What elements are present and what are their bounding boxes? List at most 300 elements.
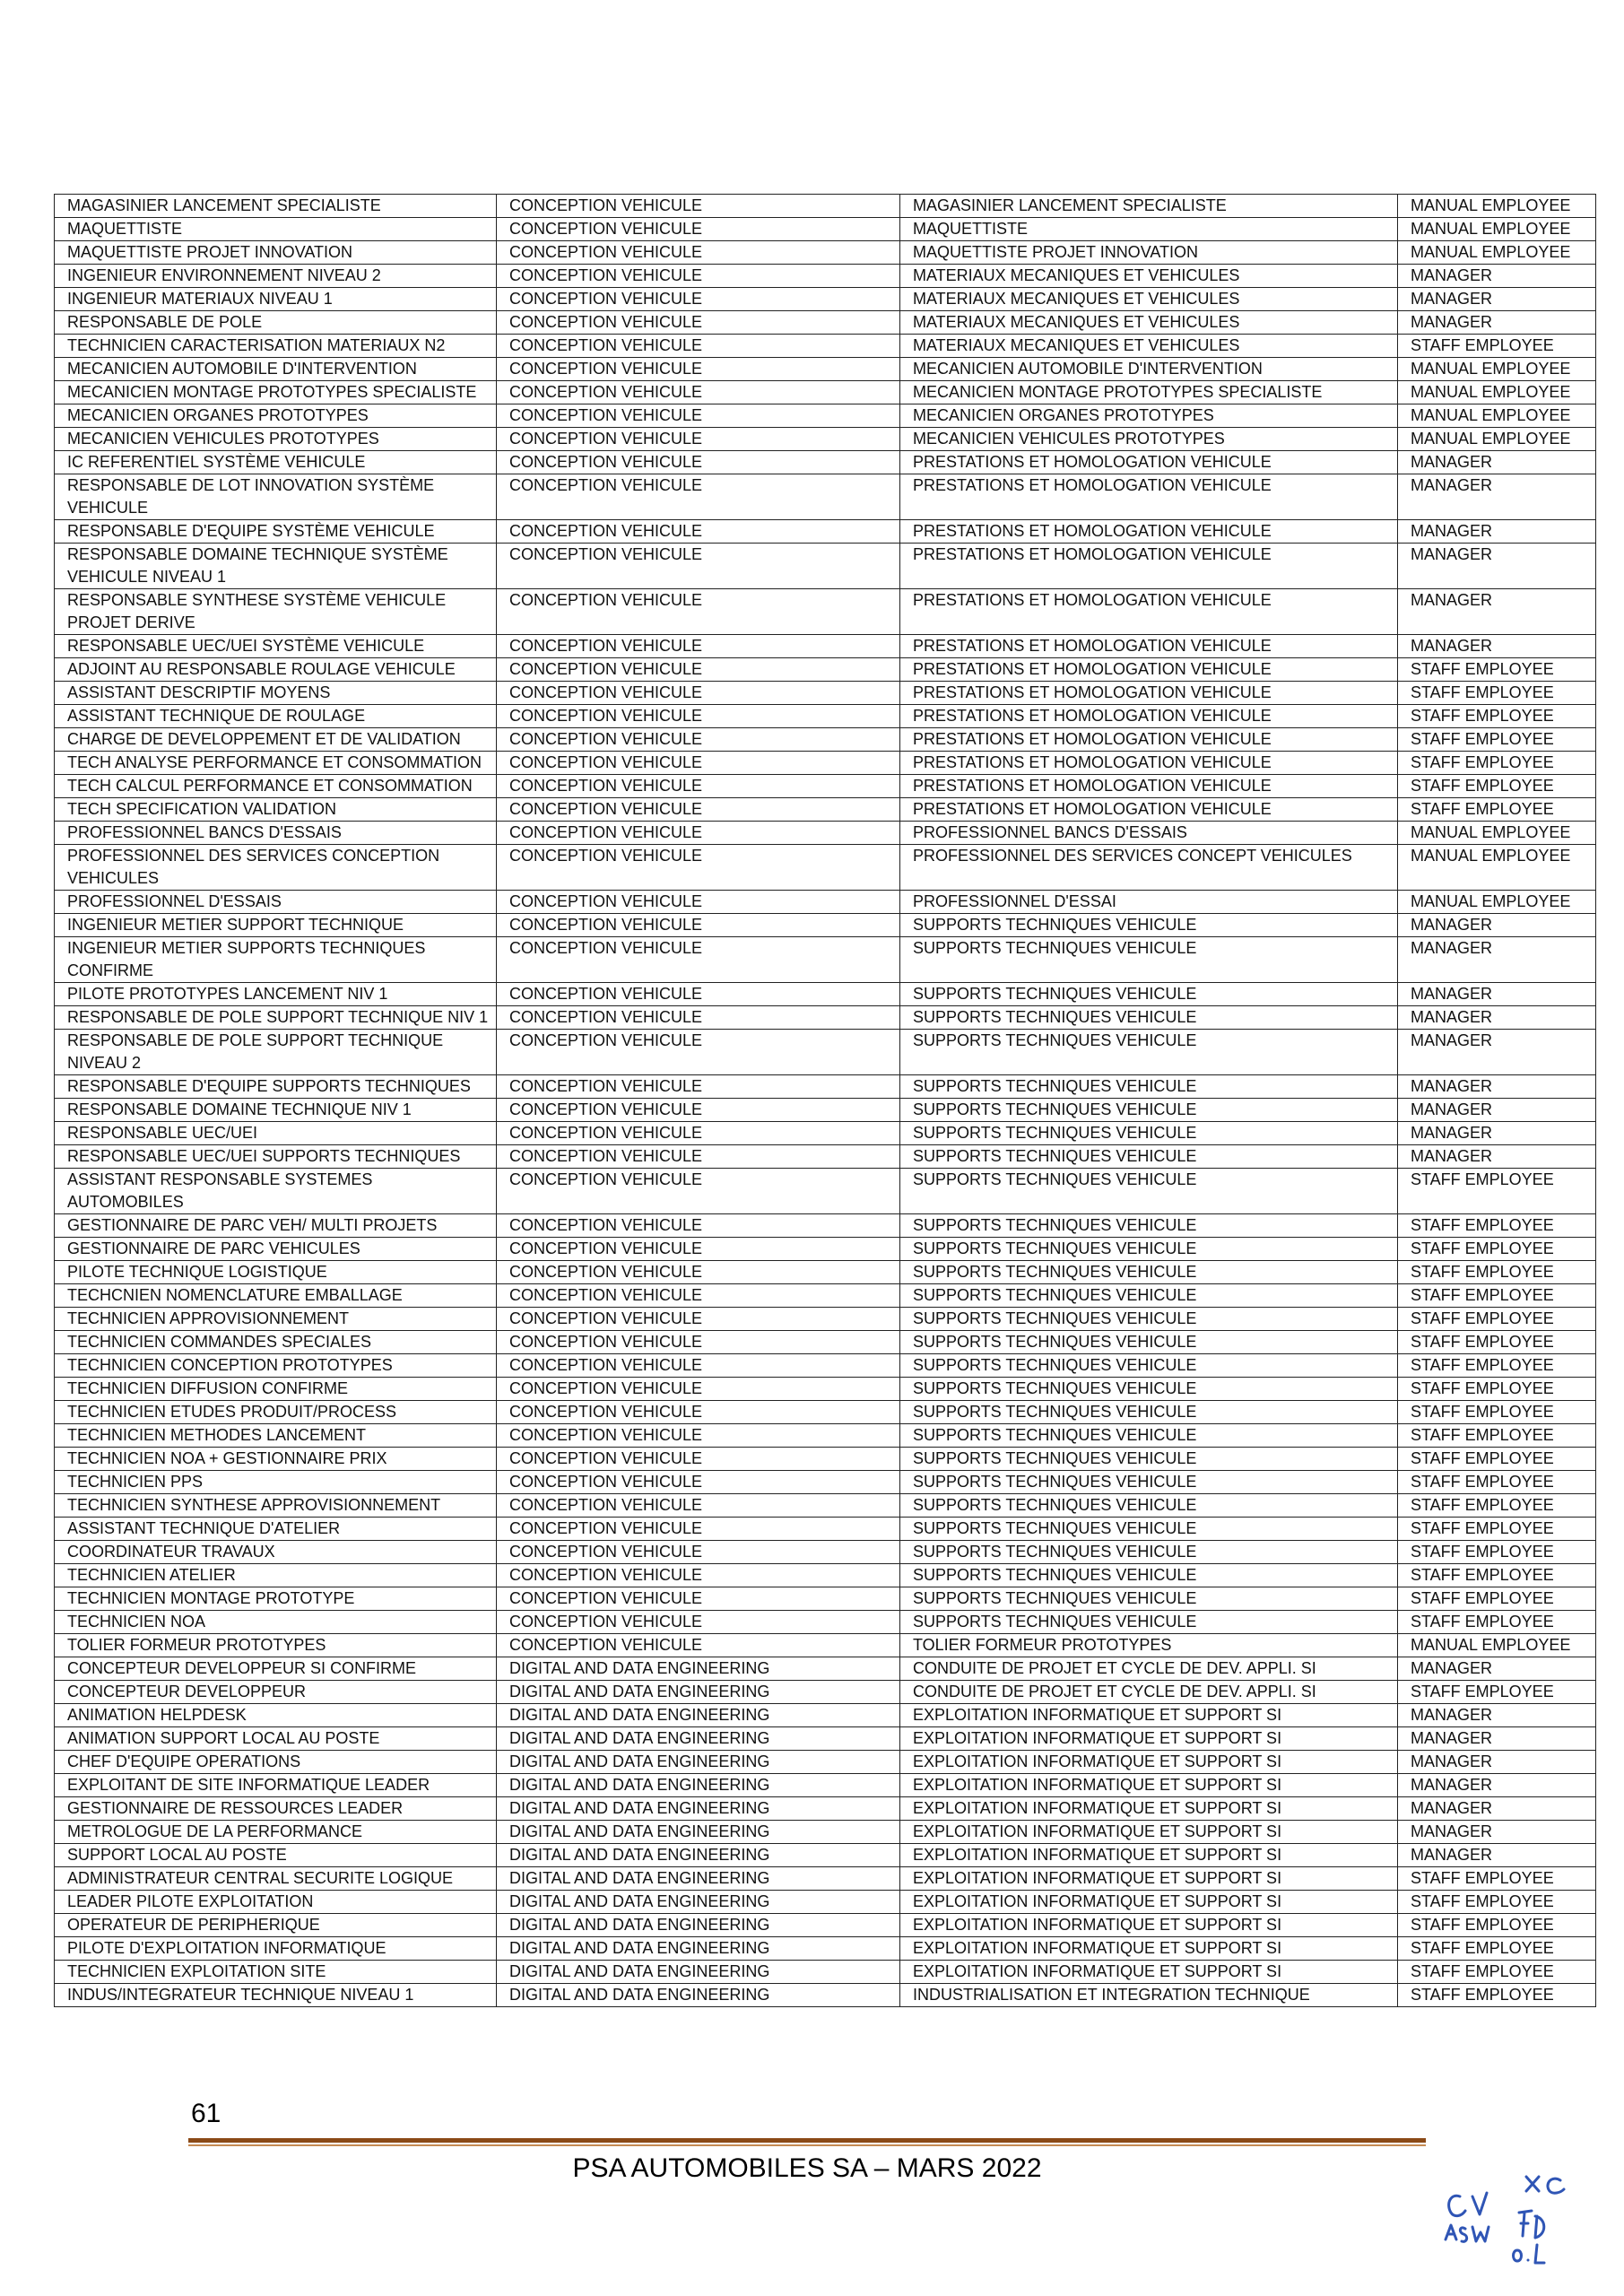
- job-family-cell: CONCEPTION VEHICULE: [497, 1075, 900, 1099]
- category-cell: MANAGER: [1398, 1797, 1596, 1821]
- job-title-cell: PILOTE TECHNIQUE LOGISTIQUE: [55, 1261, 497, 1284]
- category-cell: MANAGER: [1398, 311, 1596, 335]
- table-row: [55, 428, 1596, 451]
- job-family-cell: CONCEPTION VEHICULE: [497, 1122, 900, 1145]
- category-cell: MANAGER: [1398, 544, 1596, 589]
- category-cell: STAFF EMPLOYEE: [1398, 1494, 1596, 1518]
- job-title-cell: TECHNICIEN ETUDES PRODUIT/PROCESS: [55, 1401, 497, 1424]
- table-row: [55, 1075, 1596, 1099]
- job-family-cell: CONCEPTION VEHICULE: [497, 265, 900, 288]
- category-cell: STAFF EMPLOYEE: [1398, 658, 1596, 682]
- category-cell: MANAGER: [1398, 589, 1596, 635]
- sub-family-cell: SUPPORTS TECHNIQUES VEHICULE: [900, 1308, 1398, 1331]
- job-family-cell: CONCEPTION VEHICULE: [497, 1587, 900, 1611]
- job-title-cell: RESPONSABLE UEC/UEI SUPPORTS TECHNIQUES: [55, 1145, 497, 1169]
- sub-family-cell: MAGASINIER LANCEMENT SPECIALISTE: [900, 195, 1398, 218]
- table-row: [55, 520, 1596, 544]
- category-cell: STAFF EMPLOYEE: [1398, 1424, 1596, 1448]
- sub-family-cell: PRESTATIONS ET HOMOLOGATION VEHICULE: [900, 520, 1398, 544]
- table-row: [55, 1727, 1596, 1751]
- job-family-cell: DIGITAL AND DATA ENGINEERING: [497, 1961, 900, 1984]
- initials-cv-v: [1472, 2193, 1487, 2214]
- category-cell: MANAGER: [1398, 1844, 1596, 1867]
- category-cell: STAFF EMPLOYEE: [1398, 1587, 1596, 1611]
- table-row: [55, 705, 1596, 728]
- category-cell: STAFF EMPLOYEE: [1398, 1518, 1596, 1541]
- sub-family-cell: SUPPORTS TECHNIQUES VEHICULE: [900, 1331, 1398, 1354]
- sub-family-cell: EXPLOITATION INFORMATIQUE ET SUPPORT SI: [900, 1704, 1398, 1727]
- table-row: [55, 1145, 1596, 1169]
- sub-family-cell: PRESTATIONS ET HOMOLOGATION VEHICULE: [900, 474, 1398, 520]
- sub-family-cell: SUPPORTS TECHNIQUES VEHICULE: [900, 983, 1398, 1006]
- table-row: [55, 1518, 1596, 1541]
- table-row: [55, 1891, 1596, 1914]
- category-cell: MANUAL EMPLOYEE: [1398, 241, 1596, 265]
- job-family-cell: DIGITAL AND DATA ENGINEERING: [497, 1774, 900, 1797]
- job-family-cell: CONCEPTION VEHICULE: [497, 288, 900, 311]
- job-title-cell: TECHNICIEN DIFFUSION CONFIRME: [55, 1378, 497, 1401]
- category-cell: STAFF EMPLOYEE: [1398, 1238, 1596, 1261]
- category-cell: STAFF EMPLOYEE: [1398, 752, 1596, 775]
- sub-family-cell: SUPPORTS TECHNIQUES VEHICULE: [900, 1448, 1398, 1471]
- job-family-cell: CONCEPTION VEHICULE: [497, 1518, 900, 1541]
- table-row: [55, 1424, 1596, 1448]
- table-row: [55, 311, 1596, 335]
- category-cell: MANAGER: [1398, 1075, 1596, 1099]
- job-title-cell: INGENIEUR METIER SUPPORT TECHNIQUE: [55, 914, 497, 937]
- job-title-cell: ANIMATION HELPDESK: [55, 1704, 497, 1727]
- job-family-cell: CONCEPTION VEHICULE: [497, 1634, 900, 1657]
- job-title-cell: RESPONSABLE UEC/UEI: [55, 1122, 497, 1145]
- job-family-cell: CONCEPTION VEHICULE: [497, 752, 900, 775]
- table-row: [55, 1122, 1596, 1145]
- category-cell: STAFF EMPLOYEE: [1398, 728, 1596, 752]
- job-family-cell: CONCEPTION VEHICULE: [497, 1030, 900, 1075]
- category-cell: STAFF EMPLOYEE: [1398, 682, 1596, 705]
- table-row: [55, 381, 1596, 404]
- table-row: [55, 1030, 1596, 1075]
- table-row: [55, 752, 1596, 775]
- sub-family-cell: MATERIAUX MECANIQUES ET VEHICULES: [900, 311, 1398, 335]
- sub-family-cell: EXPLOITATION INFORMATIQUE ET SUPPORT SI: [900, 1961, 1398, 1984]
- category-cell: MANAGER: [1398, 635, 1596, 658]
- job-family-cell: CONCEPTION VEHICULE: [497, 891, 900, 914]
- job-title-cell: ADMINISTRATEUR CENTRAL SECURITE LOGIQUE: [55, 1867, 497, 1891]
- job-title-cell: RESPONSABLE DE POLE SUPPORT TECHNIQUE NIV 1: [55, 1006, 497, 1030]
- sub-family-cell: SUPPORTS TECHNIQUES VEHICULE: [900, 1587, 1398, 1611]
- category-cell: MANAGER: [1398, 1751, 1596, 1774]
- table-row: [55, 1797, 1596, 1821]
- table-row: [55, 265, 1596, 288]
- sub-family-cell: MECANICIEN VEHICULES PROTOTYPES: [900, 428, 1398, 451]
- initials-fd: [1519, 2211, 1544, 2238]
- job-family-cell: CONCEPTION VEHICULE: [497, 474, 900, 520]
- job-family-cell: CONCEPTION VEHICULE: [497, 1261, 900, 1284]
- job-family-cell: CONCEPTION VEHICULE: [497, 451, 900, 474]
- job-title-cell: PROFESSIONNEL BANCS D'ESSAIS: [55, 822, 497, 845]
- table-row: [55, 1681, 1596, 1704]
- job-family-cell: CONCEPTION VEHICULE: [497, 404, 900, 428]
- job-family-cell: CONCEPTION VEHICULE: [497, 1331, 900, 1354]
- job-family-cell: CONCEPTION VEHICULE: [497, 241, 900, 265]
- category-cell: MANAGER: [1398, 1821, 1596, 1844]
- job-title-cell: TECHNICIEN ATELIER: [55, 1564, 497, 1587]
- sub-family-cell: PRESTATIONS ET HOMOLOGATION VEHICULE: [900, 682, 1398, 705]
- sub-family-cell: EXPLOITATION INFORMATIQUE ET SUPPORT SI: [900, 1867, 1398, 1891]
- job-family-cell: CONCEPTION VEHICULE: [497, 1378, 900, 1401]
- job-family-cell: CONCEPTION VEHICULE: [497, 1611, 900, 1634]
- category-cell: MANAGER: [1398, 265, 1596, 288]
- job-title-cell: MECANICIEN AUTOMOBILE D'INTERVENTION: [55, 358, 497, 381]
- table-row: [55, 1914, 1596, 1937]
- table-row: [55, 218, 1596, 241]
- table-row: [55, 1961, 1596, 1984]
- table-row: [55, 914, 1596, 937]
- job-family-cell: DIGITAL AND DATA ENGINEERING: [497, 1657, 900, 1681]
- job-title-cell: TOLIER FORMEUR PROTOTYPES: [55, 1634, 497, 1657]
- category-cell: MANAGER: [1398, 451, 1596, 474]
- job-title-cell: ADJOINT AU RESPONSABLE ROULAGE VEHICULE: [55, 658, 497, 682]
- initials-asw: [1446, 2225, 1489, 2241]
- job-title-cell: TECHNICIEN COMMANDES SPECIALES: [55, 1331, 497, 1354]
- sub-family-cell: EXPLOITATION INFORMATIQUE ET SUPPORT SI: [900, 1774, 1398, 1797]
- job-title-cell: CONCEPTEUR DEVELOPPEUR SI CONFIRME: [55, 1657, 497, 1681]
- category-cell: MANUAL EMPLOYEE: [1398, 845, 1596, 891]
- job-family-cell: DIGITAL AND DATA ENGINEERING: [497, 1867, 900, 1891]
- job-family-cell: DIGITAL AND DATA ENGINEERING: [497, 1914, 900, 1937]
- sub-family-cell: SUPPORTS TECHNIQUES VEHICULE: [900, 1611, 1398, 1634]
- category-cell: MANUAL EMPLOYEE: [1398, 1634, 1596, 1657]
- job-title-cell: TECHNICIEN SYNTHESE APPROVISIONNEMENT: [55, 1494, 497, 1518]
- job-family-cell: CONCEPTION VEHICULE: [497, 335, 900, 358]
- job-family-cell: CONCEPTION VEHICULE: [497, 1308, 900, 1331]
- job-family-cell: CONCEPTION VEHICULE: [497, 1494, 900, 1518]
- job-title-cell: CONCEPTEUR DEVELOPPEUR: [55, 1681, 497, 1704]
- sub-family-cell: EXPLOITATION INFORMATIQUE ET SUPPORT SI: [900, 1844, 1398, 1867]
- table-row: [55, 1751, 1596, 1774]
- job-family-cell: CONCEPTION VEHICULE: [497, 1401, 900, 1424]
- job-title-cell: CHARGE DE DEVELOPPEMENT ET DE VALIDATION: [55, 728, 497, 752]
- category-cell: STAFF EMPLOYEE: [1398, 1378, 1596, 1401]
- table-row: [55, 635, 1596, 658]
- table-row: [55, 937, 1596, 983]
- category-cell: STAFF EMPLOYEE: [1398, 1914, 1596, 1937]
- job-family-cell: CONCEPTION VEHICULE: [497, 1238, 900, 1261]
- job-title-cell: TECH CALCUL PERFORMANCE ET CONSOMMATION: [55, 775, 497, 798]
- table-row: [55, 798, 1596, 822]
- category-cell: STAFF EMPLOYEE: [1398, 1169, 1596, 1214]
- sub-family-cell: PRESTATIONS ET HOMOLOGATION VEHICULE: [900, 451, 1398, 474]
- table-row: [55, 682, 1596, 705]
- job-family-cell: CONCEPTION VEHICULE: [497, 381, 900, 404]
- job-family-cell: CONCEPTION VEHICULE: [497, 195, 900, 218]
- job-title-cell: TECHCNIEN NOMENCLATURE EMBALLAGE: [55, 1284, 497, 1308]
- category-cell: STAFF EMPLOYEE: [1398, 1891, 1596, 1914]
- table-row: [55, 288, 1596, 311]
- sub-family-cell: EXPLOITATION INFORMATIQUE ET SUPPORT SI: [900, 1821, 1398, 1844]
- table-row: [55, 1331, 1596, 1354]
- table-row: [55, 1448, 1596, 1471]
- category-cell: MANAGER: [1398, 937, 1596, 983]
- category-cell: MANAGER: [1398, 1122, 1596, 1145]
- table-row: [55, 1214, 1596, 1238]
- job-title-cell: INGENIEUR MATERIAUX NIVEAU 1: [55, 288, 497, 311]
- category-cell: MANUAL EMPLOYEE: [1398, 358, 1596, 381]
- table-row: [55, 474, 1596, 520]
- job-title-cell: TECHNICIEN EXPLOITATION SITE: [55, 1961, 497, 1984]
- table-row: [55, 1284, 1596, 1308]
- table-row: [55, 1494, 1596, 1518]
- job-title-cell: INGENIEUR METIER SUPPORTS TECHNIQUES CONFIRME: [55, 937, 497, 983]
- sub-family-cell: PRESTATIONS ET HOMOLOGATION VEHICULE: [900, 775, 1398, 798]
- job-family-cell: CONCEPTION VEHICULE: [497, 822, 900, 845]
- job-family-cell: CONCEPTION VEHICULE: [497, 1448, 900, 1471]
- job-family-cell: DIGITAL AND DATA ENGINEERING: [497, 1797, 900, 1821]
- table-row: [55, 1006, 1596, 1030]
- sub-family-cell: INDUSTRIALISATION ET INTEGRATION TECHNIQUE: [900, 1984, 1398, 2007]
- category-cell: STAFF EMPLOYEE: [1398, 1681, 1596, 1704]
- job-title-cell: ASSISTANT RESPONSABLE SYSTEMES AUTOMOBILES: [55, 1169, 497, 1214]
- table-row: [55, 1354, 1596, 1378]
- table-row: [55, 1401, 1596, 1424]
- sub-family-cell: SUPPORTS TECHNIQUES VEHICULE: [900, 1354, 1398, 1378]
- table-row: [55, 404, 1596, 428]
- job-family-cell: CONCEPTION VEHICULE: [497, 983, 900, 1006]
- job-title-cell: ANIMATION SUPPORT LOCAL AU POSTE: [55, 1727, 497, 1751]
- table-row: [55, 1634, 1596, 1657]
- job-family-cell: CONCEPTION VEHICULE: [497, 845, 900, 891]
- job-title-cell: TECHNICIEN MONTAGE PROTOTYPE: [55, 1587, 497, 1611]
- sub-family-cell: PRESTATIONS ET HOMOLOGATION VEHICULE: [900, 658, 1398, 682]
- table-row: [55, 891, 1596, 914]
- category-cell: MANAGER: [1398, 1145, 1596, 1169]
- table-row: [55, 1564, 1596, 1587]
- category-cell: STAFF EMPLOYEE: [1398, 1214, 1596, 1238]
- job-family-cell: DIGITAL AND DATA ENGINEERING: [497, 1937, 900, 1961]
- category-cell: STAFF EMPLOYEE: [1398, 798, 1596, 822]
- job-family-cell: CONCEPTION VEHICULE: [497, 1541, 900, 1564]
- sub-family-cell: SUPPORTS TECHNIQUES VEHICULE: [900, 1099, 1398, 1122]
- sub-family-cell: EXPLOITATION INFORMATIQUE ET SUPPORT SI: [900, 1751, 1398, 1774]
- job-title-cell: RESPONSABLE DE POLE SUPPORT TECHNIQUE NIVEAU 2: [55, 1030, 497, 1075]
- job-title-cell: MAQUETTISTE PROJET INNOVATION: [55, 241, 497, 265]
- job-title-cell: SUPPORT LOCAL AU POSTE: [55, 1844, 497, 1867]
- sub-family-cell: PRESTATIONS ET HOMOLOGATION VEHICULE: [900, 635, 1398, 658]
- job-family-cell: DIGITAL AND DATA ENGINEERING: [497, 1704, 900, 1727]
- category-cell: STAFF EMPLOYEE: [1398, 1937, 1596, 1961]
- job-title-cell: RESPONSABLE UEC/UEI SYSTÈME VEHICULE: [55, 635, 497, 658]
- job-title-cell: TECHNICIEN METHODES LANCEMENT: [55, 1424, 497, 1448]
- job-family-cell: CONCEPTION VEHICULE: [497, 658, 900, 682]
- sub-family-cell: EXPLOITATION INFORMATIQUE ET SUPPORT SI: [900, 1937, 1398, 1961]
- sub-family-cell: SUPPORTS TECHNIQUES VEHICULE: [900, 1214, 1398, 1238]
- job-title-cell: GESTIONNAIRE DE PARC VEH/ MULTI PROJETS: [55, 1214, 497, 1238]
- initials-xc-c: [1548, 2179, 1564, 2193]
- category-cell: STAFF EMPLOYEE: [1398, 1331, 1596, 1354]
- job-family-cell: CONCEPTION VEHICULE: [497, 520, 900, 544]
- job-title-cell: METROLOGUE DE LA PERFORMANCE: [55, 1821, 497, 1844]
- sub-family-cell: CONDUITE DE PROJET ET CYCLE DE DEV. APPLI. SI: [900, 1657, 1398, 1681]
- job-title-cell: COORDINATEUR TRAVAUX: [55, 1541, 497, 1564]
- category-cell: MANAGER: [1398, 474, 1596, 520]
- job-family-cell: CONCEPTION VEHICULE: [497, 937, 900, 983]
- category-cell: MANAGER: [1398, 914, 1596, 937]
- table-row: [55, 1169, 1596, 1214]
- sub-family-cell: PRESTATIONS ET HOMOLOGATION VEHICULE: [900, 589, 1398, 635]
- sub-family-cell: SUPPORTS TECHNIQUES VEHICULE: [900, 937, 1398, 983]
- category-cell: STAFF EMPLOYEE: [1398, 1354, 1596, 1378]
- job-family-cell: CONCEPTION VEHICULE: [497, 311, 900, 335]
- sub-family-cell: EXPLOITATION INFORMATIQUE ET SUPPORT SI: [900, 1797, 1398, 1821]
- sub-family-cell: SUPPORTS TECHNIQUES VEHICULE: [900, 1494, 1398, 1518]
- job-family-cell: CONCEPTION VEHICULE: [497, 1145, 900, 1169]
- sub-family-cell: SUPPORTS TECHNIQUES VEHICULE: [900, 1284, 1398, 1308]
- job-family-cell: CONCEPTION VEHICULE: [497, 1471, 900, 1494]
- table-row: [55, 1099, 1596, 1122]
- job-family-cell: CONCEPTION VEHICULE: [497, 1564, 900, 1587]
- category-cell: STAFF EMPLOYEE: [1398, 1961, 1596, 1984]
- table-row: [55, 1541, 1596, 1564]
- job-family-cell: CONCEPTION VEHICULE: [497, 1169, 900, 1214]
- table-row: [55, 1821, 1596, 1844]
- category-cell: STAFF EMPLOYEE: [1398, 1448, 1596, 1471]
- initials-xc-x: [1526, 2177, 1539, 2191]
- handwritten-initials: [1426, 2157, 1605, 2283]
- sub-family-cell: MATERIAUX MECANIQUES ET VEHICULES: [900, 335, 1398, 358]
- category-cell: STAFF EMPLOYEE: [1398, 1611, 1596, 1634]
- sub-family-cell: PRESTATIONS ET HOMOLOGATION VEHICULE: [900, 544, 1398, 589]
- job-family-cell: CONCEPTION VEHICULE: [497, 914, 900, 937]
- sub-family-cell: PROFESSIONNEL DES SERVICES CONCEPT VEHICULES: [900, 845, 1398, 891]
- job-title-cell: INGENIEUR ENVIRONNEMENT NIVEAU 2: [55, 265, 497, 288]
- job-family-cell: DIGITAL AND DATA ENGINEERING: [497, 1751, 900, 1774]
- job-title-cell: PILOTE D'EXPLOITATION INFORMATIQUE: [55, 1937, 497, 1961]
- job-title-cell: TECHNICIEN NOA + GESTIONNAIRE PRIX: [55, 1448, 497, 1471]
- job-title-cell: EXPLOITANT DE SITE INFORMATIQUE LEADER: [55, 1774, 497, 1797]
- table-row: [55, 822, 1596, 845]
- job-title-cell: PROFESSIONNEL DES SERVICES CONCEPTION VEHICULES: [55, 845, 497, 891]
- category-cell: MANAGER: [1398, 1727, 1596, 1751]
- sub-family-cell: PRESTATIONS ET HOMOLOGATION VEHICULE: [900, 705, 1398, 728]
- sub-family-cell: SUPPORTS TECHNIQUES VEHICULE: [900, 1541, 1398, 1564]
- job-family-cell: CONCEPTION VEHICULE: [497, 1354, 900, 1378]
- sub-family-cell: SUPPORTS TECHNIQUES VEHICULE: [900, 1518, 1398, 1541]
- job-title-cell: RESPONSABLE D'EQUIPE SUPPORTS TECHNIQUES: [55, 1075, 497, 1099]
- table-row: [55, 241, 1596, 265]
- job-family-cell: DIGITAL AND DATA ENGINEERING: [497, 1891, 900, 1914]
- job-family-cell: CONCEPTION VEHICULE: [497, 682, 900, 705]
- sub-family-cell: MATERIAUX MECANIQUES ET VEHICULES: [900, 265, 1398, 288]
- category-cell: MANAGER: [1398, 1030, 1596, 1075]
- table-row: [55, 845, 1596, 891]
- sub-family-cell: SUPPORTS TECHNIQUES VEHICULE: [900, 1169, 1398, 1214]
- job-title-cell: LEADER PILOTE EXPLOITATION: [55, 1891, 497, 1914]
- sub-family-cell: SUPPORTS TECHNIQUES VEHICULE: [900, 1261, 1398, 1284]
- initials-ol: [1514, 2245, 1545, 2263]
- category-cell: MANUAL EMPLOYEE: [1398, 381, 1596, 404]
- category-cell: MANUAL EMPLOYEE: [1398, 404, 1596, 428]
- job-family-cell: CONCEPTION VEHICULE: [497, 218, 900, 241]
- job-family-cell: CONCEPTION VEHICULE: [497, 428, 900, 451]
- job-title-cell: TECHNICIEN APPROVISIONNEMENT: [55, 1308, 497, 1331]
- job-family-cell: CONCEPTION VEHICULE: [497, 1424, 900, 1448]
- table-row: [55, 1867, 1596, 1891]
- job-family-cell: CONCEPTION VEHICULE: [497, 1214, 900, 1238]
- job-title-cell: RESPONSABLE DOMAINE TECHNIQUE NIV 1: [55, 1099, 497, 1122]
- sub-family-cell: SUPPORTS TECHNIQUES VEHICULE: [900, 1006, 1398, 1030]
- sub-family-cell: MAQUETTISTE: [900, 218, 1398, 241]
- job-title-cell: TECH SPECIFICATION VALIDATION: [55, 798, 497, 822]
- category-cell: STAFF EMPLOYEE: [1398, 1471, 1596, 1494]
- table-row: [55, 983, 1596, 1006]
- category-cell: STAFF EMPLOYEE: [1398, 1984, 1596, 2007]
- category-cell: STAFF EMPLOYEE: [1398, 1308, 1596, 1331]
- sub-family-cell: EXPLOITATION INFORMATIQUE ET SUPPORT SI: [900, 1891, 1398, 1914]
- job-family-cell: CONCEPTION VEHICULE: [497, 705, 900, 728]
- table-row: [55, 451, 1596, 474]
- table-row: [55, 1587, 1596, 1611]
- job-title-cell: MECANICIEN ORGANES PROTOTYPES: [55, 404, 497, 428]
- category-cell: STAFF EMPLOYEE: [1398, 705, 1596, 728]
- category-cell: MANUAL EMPLOYEE: [1398, 891, 1596, 914]
- category-cell: MANAGER: [1398, 1704, 1596, 1727]
- sub-family-cell: SUPPORTS TECHNIQUES VEHICULE: [900, 1238, 1398, 1261]
- table-row: [55, 1657, 1596, 1681]
- job-title-cell: MAQUETTISTE: [55, 218, 497, 241]
- job-title-cell: RESPONSABLE SYNTHESE SYSTÈME VEHICULE PROJET DERIVE: [55, 589, 497, 635]
- category-cell: MANAGER: [1398, 983, 1596, 1006]
- job-title-cell: CHEF D'EQUIPE OPERATIONS: [55, 1751, 497, 1774]
- job-title-cell: OPERATEUR DE PERIPHERIQUE: [55, 1914, 497, 1937]
- table-row: [55, 589, 1596, 635]
- job-title-cell: ASSISTANT TECHNIQUE DE ROULAGE: [55, 705, 497, 728]
- job-title-cell: TECHNICIEN NOA: [55, 1611, 497, 1634]
- sub-family-cell: SUPPORTS TECHNIQUES VEHICULE: [900, 1564, 1398, 1587]
- sub-family-cell: SUPPORTS TECHNIQUES VEHICULE: [900, 914, 1398, 937]
- table-row: [55, 195, 1596, 218]
- job-title-cell: RESPONSABLE DOMAINE TECHNIQUE SYSTÈME VEHICULE NIVEAU 1: [55, 544, 497, 589]
- job-family-cell: CONCEPTION VEHICULE: [497, 1099, 900, 1122]
- sub-family-cell: MECANICIEN AUTOMOBILE D'INTERVENTION: [900, 358, 1398, 381]
- job-family-cell: CONCEPTION VEHICULE: [497, 1284, 900, 1308]
- table-row: [55, 1308, 1596, 1331]
- job-title-cell: TECHNICIEN CONCEPTION PROTOTYPES: [55, 1354, 497, 1378]
- job-family-cell: CONCEPTION VEHICULE: [497, 798, 900, 822]
- sub-family-cell: PROFESSIONNEL BANCS D'ESSAIS: [900, 822, 1398, 845]
- table-row: [55, 728, 1596, 752]
- category-cell: STAFF EMPLOYEE: [1398, 775, 1596, 798]
- category-cell: MANAGER: [1398, 288, 1596, 311]
- table-row: [55, 1261, 1596, 1284]
- job-family-cell: CONCEPTION VEHICULE: [497, 589, 900, 635]
- sub-family-cell: PRESTATIONS ET HOMOLOGATION VEHICULE: [900, 752, 1398, 775]
- job-title-cell: PILOTE PROTOTYPES LANCEMENT NIV 1: [55, 983, 497, 1006]
- job-family-cell: DIGITAL AND DATA ENGINEERING: [497, 1681, 900, 1704]
- job-family-cell: CONCEPTION VEHICULE: [497, 635, 900, 658]
- sub-family-cell: TOLIER FORMEUR PROTOTYPES: [900, 1634, 1398, 1657]
- job-title-cell: ASSISTANT TECHNIQUE D'ATELIER: [55, 1518, 497, 1541]
- sub-family-cell: EXPLOITATION INFORMATIQUE ET SUPPORT SI: [900, 1727, 1398, 1751]
- category-cell: MANUAL EMPLOYEE: [1398, 428, 1596, 451]
- category-cell: MANAGER: [1398, 1006, 1596, 1030]
- job-title-cell: IC REFERENTIEL SYSTÈME VEHICULE: [55, 451, 497, 474]
- sub-family-cell: MAQUETTISTE PROJET INNOVATION: [900, 241, 1398, 265]
- sub-family-cell: MATERIAUX MECANIQUES ET VEHICULES: [900, 288, 1398, 311]
- sub-family-cell: PROFESSIONNEL D'ESSAI: [900, 891, 1398, 914]
- category-cell: MANAGER: [1398, 1774, 1596, 1797]
- sub-family-cell: MECANICIEN ORGANES PROTOTYPES: [900, 404, 1398, 428]
- table-row: [55, 1378, 1596, 1401]
